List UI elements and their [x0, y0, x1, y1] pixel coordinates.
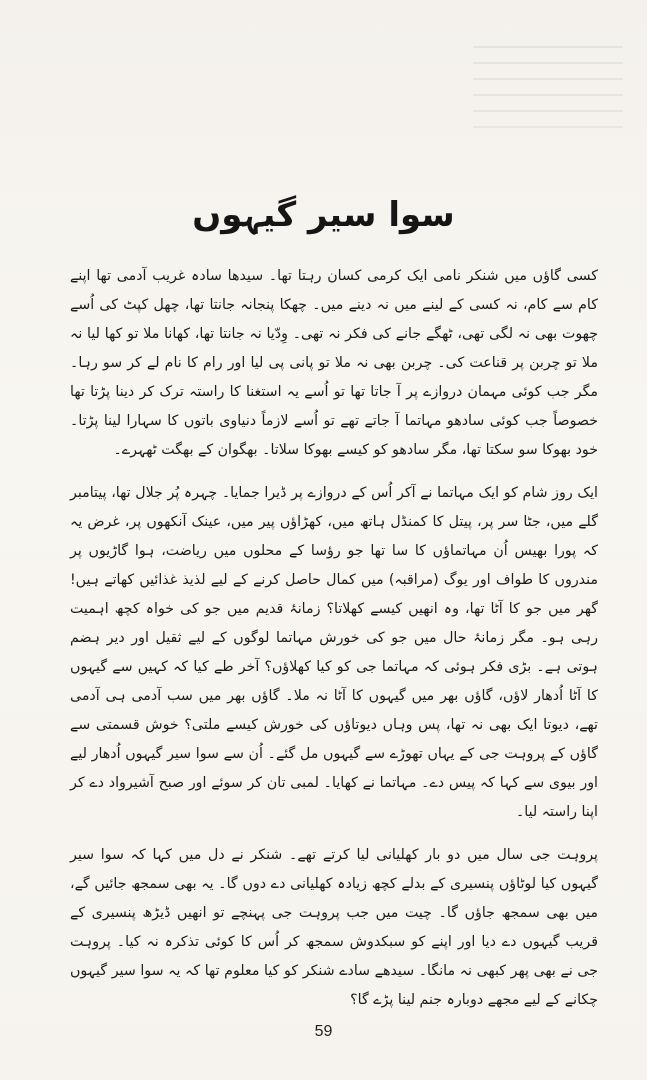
page-number: 59 — [314, 1023, 333, 1040]
bleed-through-marks — [473, 32, 623, 172]
chapter-title: سوا سیر گیہوں — [192, 194, 455, 235]
paragraph-2: ایک روز شام کو ایک مہاتما نے آکر اُس کے دروازے پر ڈیرا جمایا۔ چہرہ پُر جلال تھا، پیتامبر گلے میں، جٹا سر پر، پیتل کا کمنڈل ہاتھ میں، کھڑاؤں پیر میں، عینک آنکھوں پر، غرض یہ کہ پورا بھیس اُن مہاتماؤں کا سا تھا جو رؤسا کے محلوں میں ریاضت، ہوا گاڑیوں پر مندروں کا طواف اور یوگ (مراقبہ) میں کمال حاصل کرنے کے لیے لذیذ غذائیں کھاتے ہیں! گھر میں جو کا آٹا تھا، وہ انھیں کیسے کھلاتا؟ زمانۂ قدیم میں جو کی خواہ کچھ اہمیت رہی ہو۔ مگر زمانۂ حال میں جو کی خورش مہاتما لوگوں کے لیے ثقیل اور دیر ہضم ہوتی ہے۔ بڑی فکر ہوئی کہ مہاتما جی کو کیا کھلاؤں؟ آخر طے کیا کہ کہیں سے گیہوں کا آٹا اُدھار لاؤں، گاؤں بھر میں گیہوں کا آٹا نہ ملا۔ گاؤں بھر میں سب آدمی ہی آدمی تھے، دیوتا ایک بھی نہ تھا، پس وہاں دیوتاؤں کی خورش کیسے ملتی؟ خوش قسمتی سے گاؤں کے پروہت جی کے یہاں تھوڑے سے گیہوں مل گئے۔ اُن سے سوا سیر گیہوں اُدھار لیے اور بیوی سے کہا کہ پیس دے۔ مہاتما نے کھایا۔ لمبی تان کر سوئے اور صبح آشیرواد دے کر اپنا راستہ لیا۔ — [70, 485, 598, 820]
paragraph-1: کسی گاؤں میں شنکر نامی ایک کرمی کسان رہتا تھا۔ سیدھا سادہ غریب آدمی تھا اپنے کام سے کام، نہ کسی کے لینے میں نہ دینے میں۔ چھکا پنجانہ جانتا تھا، چھل کپٹ کی اُسے چھوت بھی نہ لگی تھی، ٹھگے جانے کی فکر نہ تھی۔ وِدّیا نہ جانتا تھا، کھانا ملا تو کھا لیا نہ ملا تو چربن پر قناعت کی۔ چربن بھی نہ ملا تو پانی پی لیا اور رام کا نام لے کر سو رہا۔ مگر جب کوئی مہمان دروازے پر آ جاتا تھا تو اُسے یہ استغنا کا راستہ ترک کر دینا پڑتا تھا خصوصاً جب کوئی سادھو مہاتما آ جاتے تھے تو اُسے لازماً دنیاوی باتوں کا سہارا لینا پڑتا۔ خود بھوکا سو سکتا تھا، مگر سادھو کو کیسے بھوکا سلاتا۔ بھگوان کے بھگت ٹھہرے۔ — [70, 268, 598, 458]
story-body — [70, 262, 598, 1015]
paragraph-3: پروہت جی سال میں دو بار کھلیانی لیا کرتے تھے۔ شنکر نے دل میں کہا کہ سوا سیر گیہوں کیا لوٹاؤں پنسیری کے بدلے کچھ زیادہ کھلیانی دے دوں گا۔ یہ بھی سمجھ جائیں گے، میں بھی سمجھ جاؤں گا۔ چیت میں جب پروہت جی پہنچے تو انھیں ڈیڑھ پنسیری کے قریب گیہوں دے دیا اور اپنے کو سبکدوش سمجھ کر اُس کا کوئی تذکرہ نہ کیا۔ پروہت جی نے بھی پھر کبھی نہ مانگا۔ سیدھے سادے شنکر کو کیا معلوم تھا کہ یہ سوا سیر گیہوں چکانے کے لیے مجھے دوبارہ جنم لینا پڑے گا؟ — [70, 847, 598, 1008]
